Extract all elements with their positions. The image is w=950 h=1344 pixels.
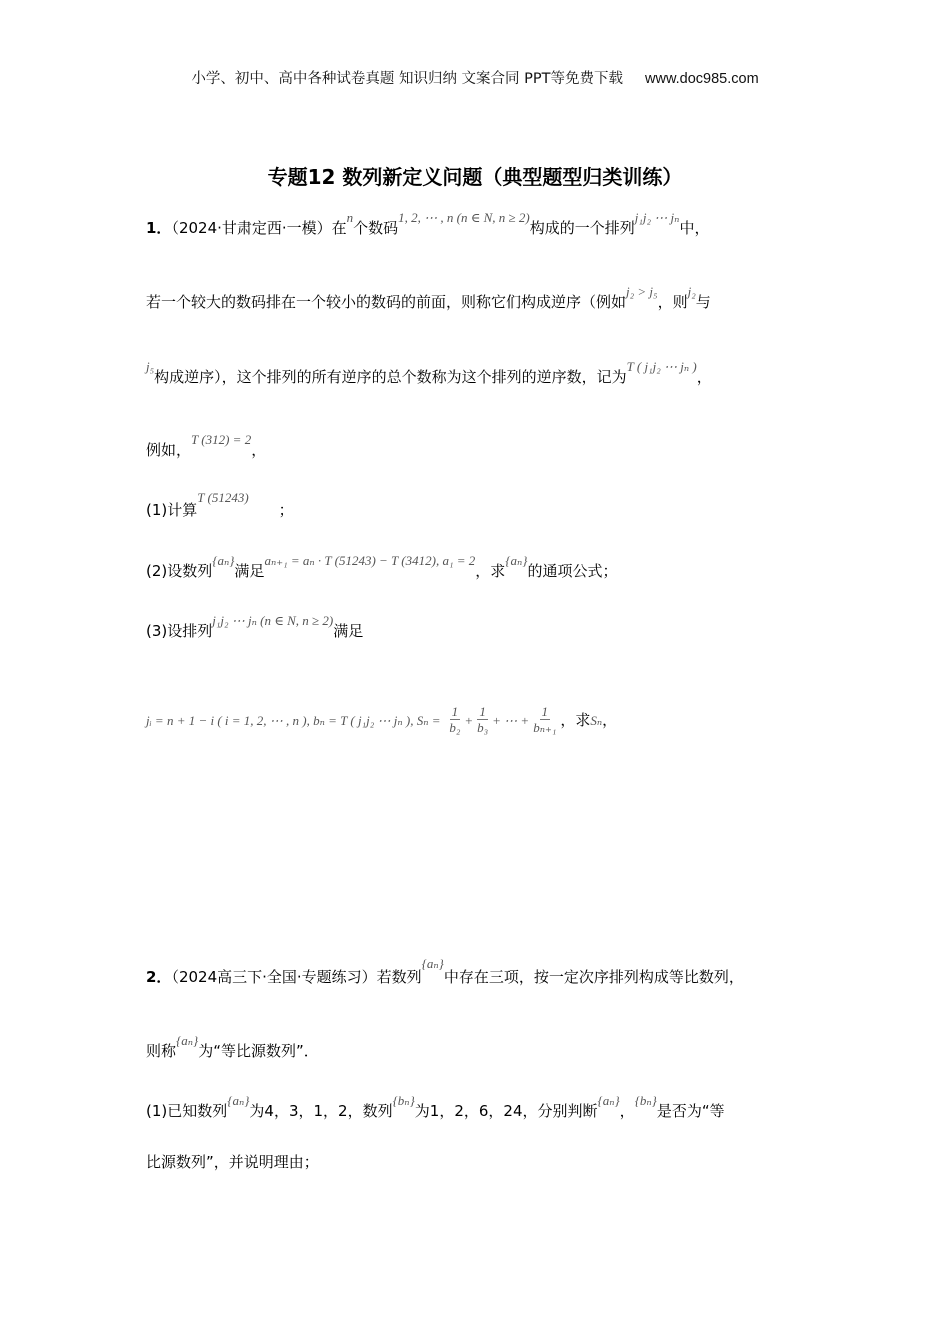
q1-line-8 (146, 705, 617, 736)
page-header (0, 72, 950, 87)
q1-line-3 (146, 359, 712, 386)
q2-math-an: {aₙ} (421, 956, 444, 971)
page-title: 专题12 数列新定义问题（典型题型归类训练） (267, 165, 683, 189)
q1-math-range: 1, 2, ⋯ , n (n ∈ N, n ≥ 2) (398, 210, 530, 225)
q1-text: 中， (679, 219, 710, 237)
q1-text: 若一个较大的数码排在一个较小的数码的前面，则称它们构成逆序（例如 (146, 293, 627, 311)
q1-math-dots: + ⋯ + (492, 713, 530, 728)
q1-math-example-T: T (312) = 2 (191, 432, 252, 447)
q2-number: 2． (146, 968, 172, 986)
fraction-1 (447, 705, 462, 736)
q2-source: （2024高三下·全国·专题练习）若数列 (171, 968, 422, 986)
q1-math-perm-cond: j₁j₂ ⋯ jₙ (n ∈ N, n ≥ 2) (212, 613, 334, 628)
q1-part-1-label: (1)计算 (146, 501, 198, 519)
q2-text: 为“等比源数列”． (198, 1042, 319, 1060)
q1-math-n: n (346, 210, 354, 225)
q1-part-3-label: (3)设排列 (146, 622, 213, 640)
q2-part-1 (146, 1093, 725, 1120)
q1-text: 个数码 (353, 219, 399, 237)
q1-math-an: {aₙ} (212, 553, 235, 568)
fraction-numerator: 1 (479, 704, 486, 719)
q2-text: 比源数列”，并说明理由； (146, 1153, 319, 1171)
q1-part-1 (146, 490, 294, 519)
q1-text: 例如， (146, 441, 192, 459)
q1-math-example: j₂ > j₅ (626, 284, 658, 299)
q2-text: 是否为“等 (656, 1102, 725, 1120)
q1-source: （2024·甘肃定西·一模）在 (171, 219, 347, 237)
q1-text: ， (696, 368, 712, 386)
fraction-3 (531, 705, 558, 736)
q2-text: 为4，3，1，2，数列 (249, 1102, 393, 1120)
q1-math-Sn: Sₙ (590, 713, 603, 728)
q1-math-T: T ( j₁j₂ ⋯ jₙ ) (626, 359, 697, 374)
q1-math-perm: j₁j₂ ⋯ jₙ (634, 210, 680, 225)
q2-text: 则称 (146, 1042, 177, 1060)
q1-part-2-label: (2)设数列 (146, 562, 213, 580)
q1-part-2 (146, 553, 618, 580)
fraction-numerator: 1 (451, 704, 459, 719)
q2-line-1 (146, 956, 744, 986)
fraction-denominator: b₂ (449, 720, 461, 735)
q1-line-2 (146, 284, 711, 311)
fraction-denominator: bₙ₊₁ (533, 720, 557, 735)
q2-part-1-label: (1)已知数列 (146, 1102, 228, 1120)
q1-math-an: {aₙ} (505, 553, 528, 568)
header-url: www.doc985.com (645, 71, 759, 87)
q2-line-4 (146, 1155, 319, 1170)
q1-text: 满足 (333, 622, 364, 640)
q2-line-2 (146, 1033, 319, 1060)
q2-text: 为1，2，6，24，分别判断 (414, 1102, 598, 1120)
q1-text: ，求 (475, 562, 506, 580)
q2-math-an: {aₙ} (227, 1093, 250, 1108)
q1-text: ； (278, 501, 294, 519)
q2-text: ， (619, 1102, 635, 1120)
q1-math-T51243: T (51243) (197, 490, 249, 505)
q1-text: 的通项公式； (527, 562, 618, 580)
q1-math-j5: j₅ (146, 359, 155, 374)
header-text: 小学、初中、高中各种试卷真题 知识归纳 文案合同 PPT等免费下载 (191, 71, 624, 87)
q1-line-1 (146, 210, 710, 237)
q2-math-an: {aₙ} (597, 1093, 620, 1108)
fraction-denominator: b₃ (477, 720, 489, 735)
q1-text: 构成的一个排列 (529, 219, 635, 237)
q1-number: 1． (146, 219, 172, 237)
q1-math-j2: j₂ (687, 284, 696, 299)
fraction-2 (475, 705, 490, 736)
q2-text: 中存在三项，按一定次序排列构成等比数列， (443, 968, 744, 986)
q1-math-plus: + (464, 713, 474, 728)
q1-text: ，求 (560, 711, 591, 729)
q2-math-bn: {bₙ} (392, 1093, 415, 1108)
q1-math-recurrence: aₙ₊₁ = aₙ · T (51243) − T (3412), a₁ = 2 (264, 553, 476, 568)
q1-part-3 (146, 613, 364, 640)
q1-line-4 (146, 432, 267, 459)
q1-text: 构成逆序），这个排列的所有逆序的总个数称为这个排列的逆序数，记为 (154, 368, 627, 386)
fraction-numerator: 1 (541, 704, 549, 719)
q1-text: 与 (695, 293, 711, 311)
q1-text: ， (602, 711, 618, 729)
q2-math-an: {aₙ} (176, 1033, 199, 1048)
q2-math-bn: {bₙ} (634, 1093, 657, 1108)
q1-text: 满足 (234, 562, 265, 580)
q1-text: ， (251, 441, 267, 459)
q1-text: ，则 (657, 293, 688, 311)
q1-math-def: jᵢ = n + 1 − i ( i = 1, 2, ⋯ , n ), bₙ = T ( j₁j₂ ⋯ jₙ ), Sₙ = (146, 713, 441, 728)
